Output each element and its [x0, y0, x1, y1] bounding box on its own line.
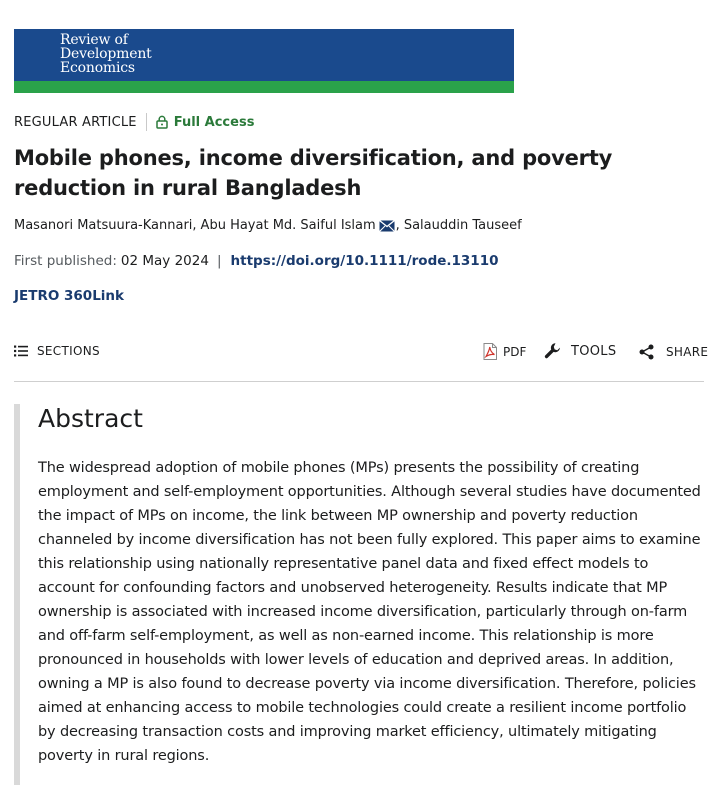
author-separator: ,	[192, 218, 197, 233]
pdf-label: PDF	[503, 344, 527, 359]
published-date: 02 May 2024	[120, 253, 209, 269]
tools-button[interactable]	[544, 342, 616, 360]
journal-banner[interactable]	[14, 29, 514, 93]
author-link[interactable]: Salauddin Tauseef	[403, 218, 522, 233]
article-type: REGULAR ARTICLE	[14, 114, 137, 130]
journal-name-line-3: Economics	[60, 60, 135, 76]
author-separator: ,	[395, 218, 400, 233]
article-meta-row	[14, 113, 254, 131]
article-title: Mobile phones, income diversification, and poverty reduction in rural Bangladesh	[14, 146, 613, 200]
link-resolver-link[interactable]: JETRO 360Link	[14, 288, 125, 304]
journal-banner-stripe	[14, 81, 514, 93]
journal-name-line-2: Development	[60, 46, 152, 62]
share-button[interactable]	[639, 344, 708, 360]
publication-info	[14, 253, 498, 269]
tools-label: TOOLS	[571, 343, 617, 359]
journal-name-line-1: Review of	[60, 32, 128, 48]
author-link[interactable]: Masanori Matsuura-Kannari	[14, 218, 193, 233]
author-list	[14, 218, 522, 233]
list-icon	[14, 345, 28, 357]
doi-link[interactable]: https://doi.org/10.1111/rode.13110	[230, 253, 499, 269]
pdf-icon	[483, 343, 497, 360]
published-label: First published:	[14, 253, 117, 269]
journal-name	[60, 33, 152, 75]
article-toolbar	[14, 340, 709, 366]
pdf-button[interactable]	[483, 343, 526, 360]
abstract-accent-bar	[14, 404, 20, 785]
published-divider: |	[216, 253, 222, 269]
share-label: SHARE	[666, 345, 709, 359]
wrench-icon	[544, 342, 562, 360]
toolbar-divider	[14, 381, 704, 382]
abstract-text: The widespread adoption of mobile phones (MPs) presents the possibility of creating employment and self-employment opportunities. Although several studies have documented the impact of MPs on income, the link between MP ownership and poverty reduction channeled by income diversification has not been fully explored. This paper aims to examine this relationship using nationally representative panel data and fixed effect models to account for confounding factors and unobserved heterogeneity. Results indicate that MP ownership is associated with increased income diversification, particularly through on-farm and off-farm self-employment, as well as non-earned income. This relationship is more pronounced in households with lower levels of education and deprived areas. In addition, owning a MP is also found to decrease poverty via income diversification. Therefore, policies aimed at enhancing access to mobile technologies could create a resilient income portfolio by decreasing transaction costs and improving market efficiency, ultimately mitigating poverty in rural regions.	[38, 460, 701, 764]
access-label: Full Access	[173, 114, 255, 130]
sections-label: SECTIONS	[37, 344, 100, 358]
abstract-heading: Abstract	[38, 404, 143, 433]
meta-divider	[146, 113, 147, 131]
sections-button[interactable]	[14, 344, 100, 358]
lock-icon	[156, 115, 168, 129]
author-link[interactable]: Abu Hayat Md. Saiful Islam	[200, 218, 376, 233]
share-icon	[639, 344, 654, 360]
envelope-icon[interactable]	[379, 220, 395, 232]
